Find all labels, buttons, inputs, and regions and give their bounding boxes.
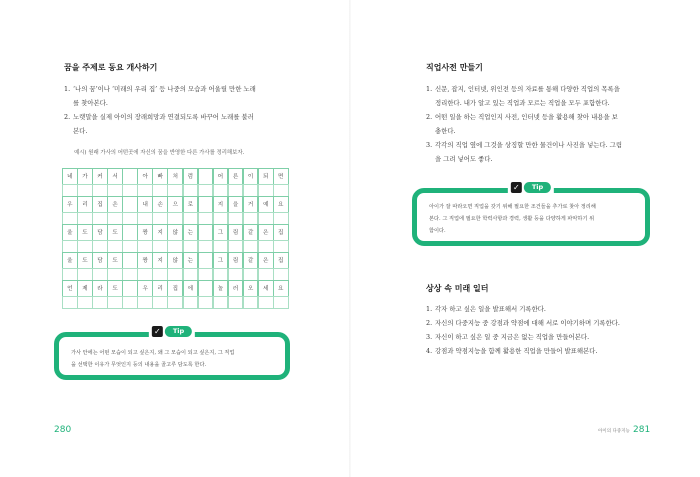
item-number: 4. <box>426 347 433 355</box>
tip-label: Tip <box>524 182 551 193</box>
grid-cell: 커 <box>92 168 108 185</box>
item-line: ‘나의 꿈’이나 ‘미래의 우리 집’ 등 나중의 모습과 어울릴 만한 노래 <box>73 85 256 93</box>
grid-spacer-cell <box>213 296 229 309</box>
grid-spacer-cell <box>258 268 274 281</box>
grid-cell: 같 <box>243 252 259 269</box>
section-title: 꿈을 주제로 동요 개사하기 <box>64 63 158 72</box>
grid-cell: 되 <box>258 168 274 185</box>
grid-cell: 네 <box>62 168 78 185</box>
example-note: 예시) 원래 가사의 어떤곳에 자신의 꿈을 반영한 다른 가사를 정리해보자. <box>74 150 245 156</box>
item-number: 1. <box>426 305 433 313</box>
grid-cell: 지 <box>152 252 168 269</box>
grid-spacer-cell <box>152 212 168 225</box>
grid-cell: 짱 <box>137 252 153 269</box>
grid-cell: 우 <box>62 196 78 213</box>
list-item <box>426 302 666 316</box>
tip-text <box>71 347 275 371</box>
grid-spacer-cell <box>243 240 259 253</box>
grid-spacer-cell <box>243 296 259 309</box>
grid-spacer-cell <box>213 184 229 197</box>
grid-spacer-cell <box>152 184 168 197</box>
grid-cell: 으 <box>167 196 183 213</box>
grid-cell <box>122 168 138 185</box>
instruction-list-2 <box>426 302 666 358</box>
grid-spacer-cell <box>92 184 108 197</box>
grid-spacer-cell <box>92 268 108 281</box>
right-page <box>350 0 700 477</box>
grid-spacer-cell <box>122 240 138 253</box>
grid-cell: 지 <box>213 196 229 213</box>
grid-cell: 도 <box>107 280 123 297</box>
grid-cell: 집 <box>92 196 108 213</box>
grid-spacer-cell <box>273 268 289 281</box>
grid-spacer-cell <box>122 212 138 225</box>
manuscript-grid <box>62 168 288 308</box>
grid-spacer-cell <box>137 184 153 197</box>
item-line: 자신의 다중지능 중 강점과 약점에 대해 서로 이야기하며 기록한다. <box>435 319 620 327</box>
grid-spacer-cell <box>122 296 138 309</box>
grid-cell <box>198 252 214 269</box>
grid-cell: 면 <box>273 168 289 185</box>
grid-cell: 림 <box>228 252 244 269</box>
grid-spacer-cell <box>122 184 138 197</box>
grid-spacer-cell <box>213 212 229 225</box>
grid-spacer-cell <box>198 268 214 281</box>
item-number: 3. <box>426 141 433 149</box>
grid-cell: 거 <box>243 196 259 213</box>
section-title: 상상 속 미래 일터 <box>426 284 489 293</box>
grid-spacer-cell <box>62 212 78 225</box>
grid-spacer-cell <box>273 240 289 253</box>
item-line: 자신이 하고 싶은 일 중 지금은 없는 직업을 만들어본다. <box>435 333 590 341</box>
item-line: 정리한다. 내가 알고 있는 직업과 모르는 직업을 모두 포함한다. <box>435 99 610 107</box>
grid-cell: 로 <box>183 196 199 213</box>
grid-spacer-cell <box>92 296 108 309</box>
grid-spacer-cell <box>228 240 244 253</box>
grid-cell: 빠 <box>152 168 168 185</box>
check-icon: ✓ <box>511 182 522 193</box>
grid-cell: 제 <box>77 280 93 297</box>
grid-spacer-cell <box>77 240 93 253</box>
instruction-list <box>426 82 656 166</box>
grid-cell: 도 <box>77 252 93 269</box>
grid-cell: 담 <box>92 252 108 269</box>
grid-spacer-cell <box>62 268 78 281</box>
grid-cell: 담 <box>92 224 108 241</box>
grid-spacer-cell <box>167 212 183 225</box>
item-number: 2. <box>64 113 71 121</box>
grid-spacer-cell <box>167 268 183 281</box>
item-number: 3. <box>426 333 433 341</box>
grid-spacer-cell <box>228 184 244 197</box>
tip-line: 가사 안에는 어떤 모습이 되고 싶은지, 왜 그 모습이 되고 싶은지, 그 직업 <box>71 350 235 356</box>
grid-cell: 럼 <box>183 168 199 185</box>
item-number: 2. <box>426 113 433 121</box>
tip-header <box>149 326 195 337</box>
tip-line: 함이다. <box>429 228 446 234</box>
grid-cell: 어 <box>213 168 229 185</box>
list-item <box>426 138 656 166</box>
grid-spacer-cell <box>183 296 199 309</box>
item-line: 어떤 일을 하는 직업인지 사전, 인터넷 등을 활용해 찾아 내용을 보 <box>435 113 618 121</box>
grid-spacer-cell <box>273 296 289 309</box>
grid-cell: 손 <box>152 196 168 213</box>
grid-cell: 리 <box>152 280 168 297</box>
grid-cell: 처 <box>167 168 183 185</box>
grid-cell: 그 <box>213 224 229 241</box>
grid-cell: 같 <box>243 224 259 241</box>
item-line: 강점과 약점지능을 함께 활용한 직업을 만들어 발표해본다. <box>435 347 598 355</box>
check-icon: ✓ <box>152 326 163 337</box>
grid-spacer-cell <box>198 184 214 197</box>
grid-spacer-cell <box>152 240 168 253</box>
grid-spacer-cell <box>77 296 93 309</box>
grid-cell: 세 <box>258 280 274 297</box>
grid-spacer-cell <box>198 212 214 225</box>
grid-cell: 예 <box>258 196 274 213</box>
grid-cell: 짱 <box>137 224 153 241</box>
list-item <box>426 344 666 358</box>
grid-cell <box>198 196 214 213</box>
grid-cell: 않 <box>167 224 183 241</box>
grid-spacer-cell <box>107 296 123 309</box>
grid-spacer-cell <box>107 268 123 281</box>
grid-cell: 도 <box>77 224 93 241</box>
grid-spacer-cell <box>77 184 93 197</box>
tip-header <box>508 182 554 193</box>
grid-spacer-cell <box>77 212 93 225</box>
item-line: 노랫말을 실제 아이의 장래희망과 연결되도록 바꾸어 노래를 불러 <box>73 113 254 121</box>
grid-spacer-cell <box>243 184 259 197</box>
grid-spacer-cell <box>258 184 274 197</box>
item-number: 1. <box>64 85 71 93</box>
grid-cell: 내 <box>137 196 153 213</box>
grid-spacer-cell <box>137 212 153 225</box>
grid-cell: 놀 <box>213 280 229 297</box>
grid-spacer-cell <box>167 240 183 253</box>
grid-spacer-cell <box>77 268 93 281</box>
grid-cell: 울 <box>62 252 78 269</box>
grid-cell: 림 <box>228 224 244 241</box>
grid-cell: 은 <box>258 224 274 241</box>
running-head: 아이의 다중지능 <box>598 429 630 434</box>
grid-cell: 라 <box>92 280 108 297</box>
tip-line: 을 선택한 이유가 무엇인지 등의 내용을 골고루 담도록 한다. <box>71 362 207 368</box>
grid-cell: 도 <box>107 224 123 241</box>
grid-spacer-cell <box>137 268 153 281</box>
grid-cell: 에 <box>183 280 199 297</box>
grid-cell: 그 <box>213 252 229 269</box>
grid-cell: 는 <box>183 224 199 241</box>
item-line: 를 찾아본다. <box>73 99 108 107</box>
item-line: 본다. <box>73 127 88 135</box>
list-item <box>64 110 298 138</box>
grid-spacer-cell <box>198 296 214 309</box>
grid-cell <box>122 280 138 297</box>
grid-spacer-cell <box>107 212 123 225</box>
item-line: 신문, 잡지, 인터넷, 위인전 등의 자료를 통해 다양한 직업의 목록을 <box>435 85 620 93</box>
grid-cell: 른 <box>228 168 244 185</box>
grid-spacer-cell <box>107 184 123 197</box>
grid-cell: 집 <box>273 224 289 241</box>
grid-spacer-cell <box>137 296 153 309</box>
grid-spacer-cell <box>258 296 274 309</box>
grid-spacer-cell <box>62 240 78 253</box>
grid-spacer-cell <box>243 268 259 281</box>
list-item <box>426 330 666 344</box>
grid-cell <box>198 280 214 297</box>
list-item <box>426 316 666 330</box>
grid-cell: 오 <box>243 280 259 297</box>
instruction-list <box>64 82 298 138</box>
grid-spacer-cell <box>92 212 108 225</box>
grid-cell: 은 <box>107 196 123 213</box>
page-number: 280 <box>54 425 72 435</box>
grid-spacer-cell <box>167 184 183 197</box>
grid-cell: 지 <box>152 224 168 241</box>
item-number: 1. <box>426 85 433 93</box>
grid-spacer-cell <box>213 268 229 281</box>
grid-cell: 을 <box>228 196 244 213</box>
grid-spacer-cell <box>92 240 108 253</box>
item-line: 각자 하고 싶은 일을 발표해서 기록한다. <box>435 305 546 313</box>
grid-spacer-cell <box>258 240 274 253</box>
tip-line: 아이가 잘 따라오면 직업을 갖기 위해 필요한 조건들을 추가로 찾아 정리해 <box>429 204 596 210</box>
grid-cell <box>122 252 138 269</box>
grid-spacer-cell <box>273 184 289 197</box>
grid-spacer-cell <box>183 268 199 281</box>
grid-spacer-cell <box>183 240 199 253</box>
tip-line: 본다. 그 직업에 필요한 학력사항과 경력, 생활 등을 다양하게 파악하기 위 <box>429 216 595 222</box>
grid-spacer-cell <box>273 212 289 225</box>
tip-box <box>54 327 290 380</box>
grid-cell: 언 <box>62 280 78 297</box>
item-line: 각각의 직업 옆에 그것을 상징할 만한 물건이나 사진을 넣는다. 그림 <box>435 141 622 149</box>
item-line: 을 그려 넣어도 좋다. <box>435 155 493 163</box>
grid-spacer-cell <box>167 296 183 309</box>
tip-text <box>429 201 635 237</box>
grid-spacer-cell <box>152 268 168 281</box>
grid-cell: 우 <box>137 280 153 297</box>
grid-spacer-cell <box>213 240 229 253</box>
item-line: 충한다. <box>435 127 456 135</box>
list-item <box>426 110 656 138</box>
grid-cell: 가 <box>77 168 93 185</box>
grid-cell: 은 <box>258 252 274 269</box>
grid-cell <box>198 224 214 241</box>
tip-box <box>412 183 650 246</box>
tip-label: Tip <box>165 326 192 337</box>
grid-spacer-cell <box>243 212 259 225</box>
grid-cell <box>198 168 214 185</box>
grid-spacer-cell <box>122 268 138 281</box>
grid-spacer-cell <box>62 296 78 309</box>
grid-cell: 않 <box>167 252 183 269</box>
section-title: 직업사전 만들기 <box>426 63 483 72</box>
grid-spacer-cell <box>258 212 274 225</box>
grid-spacer-cell <box>228 268 244 281</box>
grid-cell: 서 <box>107 168 123 185</box>
grid-spacer-cell <box>152 296 168 309</box>
grid-cell: 도 <box>107 252 123 269</box>
grid-spacer-cell <box>228 212 244 225</box>
grid-cell: 울 <box>62 224 78 241</box>
list-item <box>64 82 298 110</box>
grid-cell: 집 <box>273 252 289 269</box>
grid-cell: 아 <box>137 168 153 185</box>
grid-cell: 러 <box>228 280 244 297</box>
grid-spacer-cell <box>198 240 214 253</box>
grid-cell: 집 <box>167 280 183 297</box>
page-number: 281 <box>633 425 651 435</box>
grid-cell: 는 <box>183 252 199 269</box>
grid-cell: 이 <box>243 168 259 185</box>
grid-cell <box>122 224 138 241</box>
grid-spacer-cell <box>183 184 199 197</box>
grid-cell <box>122 196 138 213</box>
grid-spacer-cell <box>137 240 153 253</box>
item-number: 2. <box>426 319 433 327</box>
grid-cell: 리 <box>77 196 93 213</box>
grid-cell: 요 <box>273 196 289 213</box>
grid-spacer-cell <box>228 296 244 309</box>
list-item <box>426 82 656 110</box>
grid-spacer-cell <box>62 184 78 197</box>
grid-spacer-cell <box>107 240 123 253</box>
grid-spacer-cell <box>183 212 199 225</box>
grid-cell: 요 <box>273 280 289 297</box>
